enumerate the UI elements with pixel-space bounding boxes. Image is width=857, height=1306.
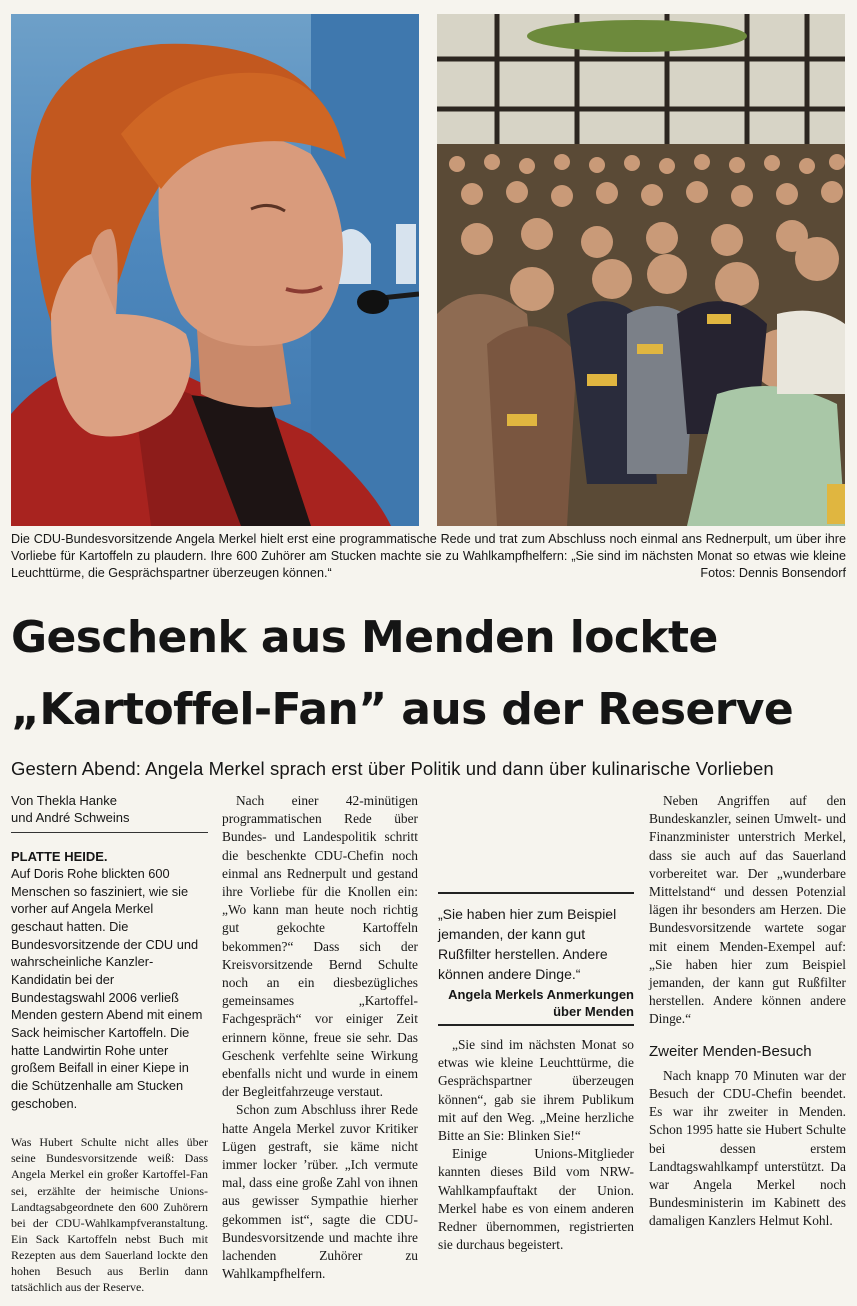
- paragraph-3: Schon zum Abschluss ihrer Rede hatte Angela Merkel zuvor Kritiker Lügen gestraft, sie käme nicht immer locker ’rüber. „Ich vermute mal, dass eine große Zahl von ihnen aus gewisser Sympathie hierher gekommen ist“, sagte die CDU-Bundesvorsitzende und machte ihre lachenden Zuhörer zu Wahlkampfhelfern.: [222, 1102, 418, 1282]
- pull-quote: [438, 892, 634, 1026]
- article-column-4: [649, 792, 846, 1231]
- byline-line-1: Von Thekla Hanke: [11, 793, 117, 808]
- section-subheading: Zweiter Menden-Besuch: [649, 1042, 812, 1060]
- dateline: PLATTE HEIDE.: [11, 849, 108, 864]
- subheadline: Gestern Abend: Angela Merkel sprach erst über Politik und dann über kulinarische Vorlieben: [11, 758, 774, 779]
- paragraph-6: Neben Angriffen auf den Bundeskanzler, seinen Umwelt- und Finanzminister unterstrich Merkel, dass sie auch auf das Sauerland vorbereitet war. Der „wunderbare Mittelstand“ und dessen Potenzial lägen ihr besonders am Herzen. Die Bundesvorsitzende wartete sogar mit einem Menden-Exempel auf: „Sie haben hier zum Beispiel jemanden, der kann gut Rußfilter herstellen. Andere können andere Dinge.“: [649, 793, 846, 1027]
- paragraph-1-text: Was Hubert Schulte nicht alles über seine Bundesvorsitzende weiß: Dass Angela Merkel ein großer Kartoffel-Fan sei, erzählte der heimische Unions-Landtagsabgeordnete den 600 Zuhörern bei der CDU-Wahlkampfveranstaltung. Ein Sack Kartoffeln nebst Buch mit Rezepten aus dem Sauerland lockte den hohen Besuch aus Berlin dann tatsächlich aus der Reserve.: [11, 1135, 208, 1294]
- audience-hall-icon: [437, 14, 845, 526]
- article-column-2: [222, 792, 418, 1283]
- byline-line-2: und André Schweins: [11, 810, 130, 825]
- headline-line-1: Geschenk aus Menden lockte: [11, 612, 718, 663]
- speaker-portrait-icon: [11, 14, 419, 526]
- caption-text: Die CDU-Bundesvorsitzende Angela Merkel hielt erst eine programmatische Rede und trat zum Abschluss noch einmal ans Rednerpult, um über ihre Vorliebe für Kartoffeln zu plaudern. Ihre 600 Zuhörer am Stucken machte sie zu Wahlkampfhelfern: „Sie sind im nächsten Monat so etwas wie kleine Leuchttürme, die Gesprächspartner überzeugen können.“: [11, 532, 846, 580]
- paragraph-5: Einige Unions-Mitglieder kannten dieses Bild vom NRW-Wahlkampfauftakt der Union. Merkel habe es von einem anderen Redner übernommen, registrierten sie durchaus begeistert.: [438, 1146, 634, 1253]
- headline-line-2: „Kartoffel-Fan” aus der Reserve: [11, 684, 794, 735]
- photo-caption: [11, 531, 846, 582]
- article-column-1: [11, 792, 208, 1295]
- photo-merkel-speaking: [11, 14, 419, 526]
- pull-quote-text: „Sie haben hier zum Beispiel jemanden, der kann gut Rußfilter herstellen. Andere können andere Dinge.“: [438, 906, 617, 982]
- photo-audience: [437, 14, 845, 526]
- lead-paragraph: Auf Doris Rohe blickten 600 Menschen so fasziniert, wie sie vorher auf Angela Merkel geschaut hatten. Die Bundesvorsitzende der CDU und wahrscheinliche Kanzler-Kandidatin bei der Bundestagswahl 2006 verließ Menden gestern Abend mit einem Sack heimischer Kartoffeln. Die hatte Landwirtin Rohe unter großem Beifall in einer Kiepe in die Schützenhalle am Stucken geschoben.: [11, 866, 203, 1111]
- paragraph-1: [11, 1134, 208, 1295]
- photo-credit: Fotos: Dennis Bonsendorf: [700, 566, 846, 580]
- paragraph-7: Nach knapp 70 Minuten war der Besuch der CDU-Chefin beendet. Es war ihr zweiter in Menden. Schon 1995 hatte sie Hubert Schulte bei dessen erstem Landtagswahlkampf unterstützt. Da war Angela Merkel noch Bundesministerin im Kabinett des damaligen Kanzlers Helmut Kohl.: [649, 1067, 846, 1229]
- pull-quote-source: Angela Merkels Anmerkungen über Menden: [448, 987, 634, 1019]
- byline-divider: [11, 832, 208, 833]
- article-column-3: [438, 792, 634, 1254]
- byline: [11, 792, 208, 826]
- paragraph-2: Nach einer 42-minütigen programmatischen Rede über Bundes- und Landespolitik schritt die beschenkte CDU-Chefin noch einmal ans Rednerpult und gestand ihre Vorliebe für die Knollen ein: „Wo kann man heute noch richtig gut gekochte Kartoffeln bekommen?“ Dass sich der Kreisvorsitzende Bernd Schulte noch an ein diesbezügliches gemeinsames „Kartoffel-Fachgespräch“ vor einiger Zeit erinnern könne, freue sie sehr. Das Geschenk verfehlte seine Wirkung ebenfalls nicht und wurde in einem der Begleitfahrzeuge verstaut.: [222, 793, 418, 1100]
- paragraph-4: „Sie sind im nächsten Monat so etwas wie kleine Leuchttürme, die Gesprächspartner überzeugen können“, gab sie ihrem Publikum mit auf den Weg. „Meine herzliche Bitte an Sie: Blinken Sie!“: [438, 1037, 634, 1144]
